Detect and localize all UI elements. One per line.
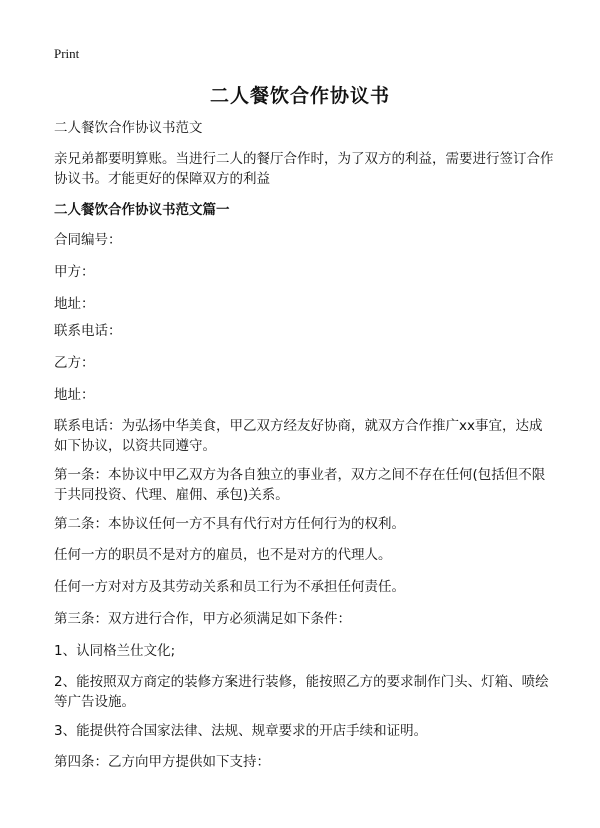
intro-paragraph: 亲兄弟都要明算账。当进行二人的餐厅合作时，为了双方的利益，需要进行签订合作协议书。才能更好的保障双方的利益: [54, 151, 554, 187]
clause-4: 第四条：乙方向甲方提供如下支持：: [54, 754, 270, 770]
party-b-field: 乙方：: [54, 355, 95, 371]
document-title: 二人餐饮合作协议书: [209, 85, 390, 107]
party-a-field: 甲方：: [54, 264, 95, 280]
party-b-phone-paragraph: 联系电话：为弘扬中华美食，甲乙双方经友好协商，就双方合作推广xx事宜，达成如下协议，以资共同遵守。: [54, 418, 543, 454]
party-b-address-field: 地址：: [54, 387, 95, 403]
document-subtitle: 二人餐饮合作协议书范文: [54, 120, 203, 136]
clause-3-item-3: 3、能提供符合国家法律、法规、规章要求的开店手续和证明。: [54, 723, 428, 739]
clause-3: 第三条：双方进行合作，甲方必须满足如下条件：: [54, 611, 351, 627]
section-heading: 二人餐饮合作协议书范文篇一: [54, 202, 230, 218]
print-link[interactable]: Print: [54, 46, 80, 61]
clause-3-item-1: 1、认同格兰仕文化;: [54, 643, 176, 659]
clause-2: 第二条：本协议任何一方不具有代行对方任何行为的权利。: [54, 516, 405, 532]
party-a-phone-field: 联系电话：: [54, 323, 122, 339]
clause-1: 第一条：本协议中甲乙双方为各自独立的事业者，双方之间不存在任何(包括但不限于共同投资、代理、雇佣、承包)关系。: [54, 467, 546, 503]
contract-number-field: 合同编号：: [54, 232, 122, 248]
clause-2-liability: 任何一方对对方及其劳动关系和员工行为不承担任何责任。: [54, 579, 405, 595]
party-a-address-field: 地址：: [54, 296, 95, 312]
clause-2-staff: 任何一方的职员不是对方的雇员，也不是对方的代理人。: [54, 547, 392, 563]
clause-3-item-2: 2、能按照双方商定的装修方案进行装修，能按照乙方的要求制作门头、灯箱、喷绘等广告设施。: [54, 674, 549, 710]
